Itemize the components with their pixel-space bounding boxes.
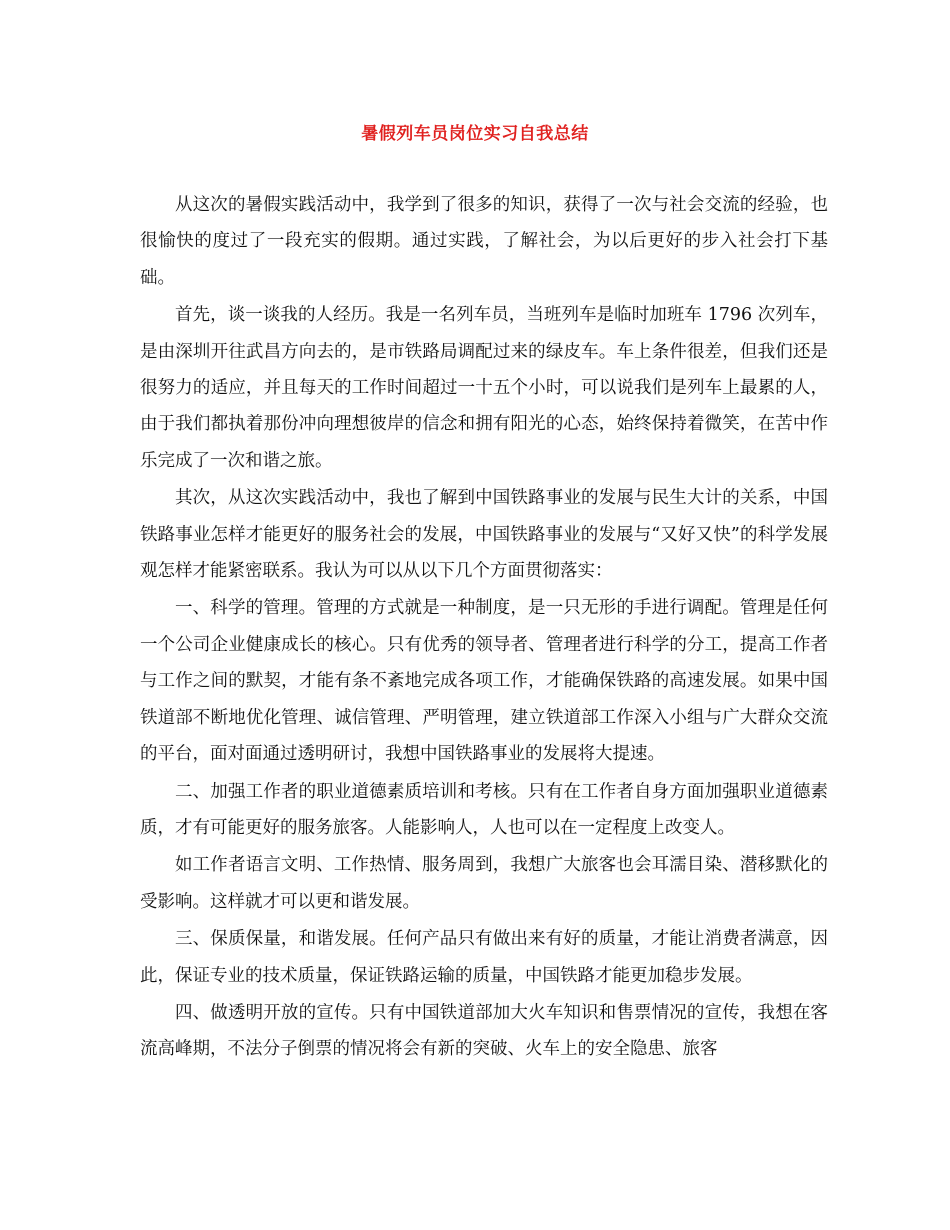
paragraph: 一、科学的管理。管理的方式就是一种制度，是一只无形的手进行调配。管理是任何一个公司企业健康成长的核心。只有优秀的领导者、管理者进行科学的分工，提高工作者与工作之间的默契，才能有条不紊地完成各项工作，才能确保铁路的高速发展。如果中国铁道部不断地优化管理、诚信管理、严明管理，建立铁道部工作深入小组与广大群众交流的平台，面对面通过透明研讨，我想中国铁路事业的发展将大提速。	[140, 598, 828, 765]
paragraph: 首先，谈一谈我的人经历。我是一名列车员，当班列车是临时加班车 1796 次列车，是由深圳开往武昌方向去的，是市铁路局调配过来的绿皮车。车上条件很差，但我们还是很努力的适应，并且每天的工作时间超过一十五个小时，可以说我们是列车上最累的人，由于我们都执着那份冲向理想彼岸的信念和拥有阳光的心态，始终保持着微笑，在苦中作乐完成了一次和谐之旅。	[140, 305, 828, 471]
document-title: 暑假列车员岗位实习自我总结	[361, 124, 589, 144]
paragraph: 三、保质保量，和谐发展。任何产品只有做出来有好的质量，才能让消费者满意，因此，保证专业的技术质量，保证铁路运输的质量，中国铁路才能更加稳步发展。	[140, 929, 828, 986]
paragraph: 其次，从这次实践活动中，我也了解到中国铁路事业的发展与民生大计的关系，中国铁路事业怎样才能更好的服务社会的发展，中国铁路事业的发展与“又好又快”的科学发展观怎样才能紧密联系。我认为可以从以下几个方面贯彻落实：	[140, 488, 828, 582]
paragraph: 如工作者语言文明、工作热情、服务周到，我想广大旅客也会耳濡目染、潜移默化的受影响。这样就才可以更和谐发展。	[140, 855, 828, 912]
paragraph: 四、做透明开放的宣传。只有中国铁道部加大火车知识和售票情况的宣传，我想在客流高峰期，不法分子倒票的情况将会有新的突破、火车上的安全隐患、旅客	[140, 1002, 828, 1060]
document-body	[140, 187, 828, 1069]
paragraph: 从这次的暑假实践活动中，我学到了很多的知识，获得了一次与社会交流的经验，也很愉快的度过了一段充实的假期。通过实践，了解社会，为以后更好的步入社会打下基础。	[140, 195, 828, 288]
paragraph: 二、加强工作者的职业道德素质培训和考核。只有在工作者自身方面加强职业道德素质，才有可能更好的服务旅客。人能影响人，人也可以在一定程度上改变人。	[140, 781, 828, 838]
